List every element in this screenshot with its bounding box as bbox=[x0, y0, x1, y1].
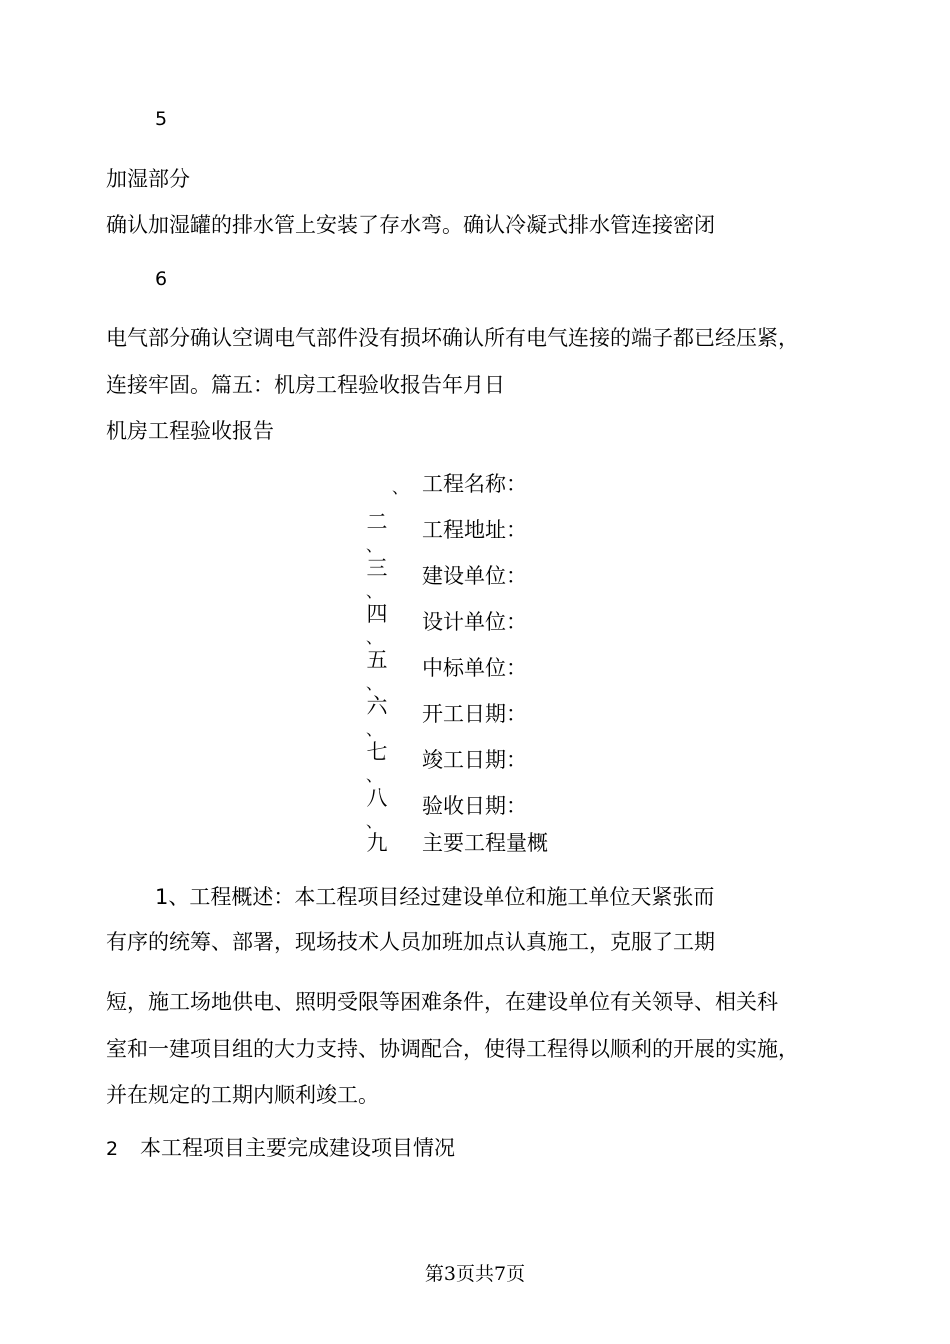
field-label: 竣工日期： bbox=[422, 748, 527, 772]
page-footer: 第3页共7页 bbox=[424, 1263, 526, 1285]
section-5-title: 加湿部分 bbox=[106, 167, 190, 191]
section-6-line-1: 电气部分确认空调电气部件没有损坏确认所有电气连接的端子都已经压紧， bbox=[106, 326, 799, 350]
field-number: 八 bbox=[366, 786, 388, 810]
item-2-text: 本工程项目主要完成建设项目情况 bbox=[140, 1136, 455, 1160]
field-label: 主要工程量概 bbox=[422, 831, 548, 855]
list-mark: 、 bbox=[366, 582, 383, 601]
field-label: 设计单位： bbox=[422, 610, 527, 634]
field-number: 二 bbox=[366, 510, 388, 534]
field-label: 建设单位： bbox=[422, 564, 527, 588]
section-5-text: 确认加湿罐的排水管上安装了存水弯。确认冷凝式排水管连接密闭 bbox=[106, 213, 715, 237]
field-label: 开工日期： bbox=[422, 702, 527, 726]
overview-line-1: 1、工程概述：本工程项目经过建设单位和施工单位天紧张而 bbox=[155, 885, 715, 909]
overview-line-3: 短，施工场地供电、照明受限等困难条件，在建设单位有关领导、相关科 bbox=[106, 990, 778, 1014]
field-label: 工程名称： bbox=[422, 472, 527, 496]
section-5-number: 5 bbox=[155, 108, 168, 130]
item-2-number: 2 bbox=[106, 1138, 119, 1160]
field-number: 五 bbox=[366, 648, 388, 672]
overview-line-5: 并在规定的工期内顺利竣工。 bbox=[106, 1083, 379, 1107]
list-mark: 、 bbox=[392, 478, 409, 497]
list-mark: 、 bbox=[366, 812, 383, 831]
field-number: 六 bbox=[366, 694, 388, 718]
section-6-line-2: 连接牢固。篇五：机房工程验收报告年月日 bbox=[106, 373, 505, 397]
field-label: 中标单位： bbox=[422, 656, 527, 680]
field-number: 三 bbox=[366, 556, 388, 580]
field-label: 工程地址： bbox=[422, 518, 527, 542]
field-number: 九 bbox=[366, 831, 388, 855]
field-label: 验收日期： bbox=[422, 794, 527, 818]
list-mark: 、 bbox=[366, 720, 383, 739]
list-mark: 、 bbox=[366, 536, 383, 555]
section-6-number: 6 bbox=[155, 268, 168, 290]
overview-line-2: 有序的统筹、部署，现场技术人员加班加点认真施工，克服了工期 bbox=[106, 930, 715, 954]
report-title: 机房工程验收报告 bbox=[106, 419, 274, 443]
list-mark: 、 bbox=[366, 628, 383, 647]
list-mark: 、 bbox=[366, 674, 383, 693]
list-mark: 、 bbox=[366, 766, 383, 785]
field-number: 七 bbox=[366, 740, 388, 764]
overview-line-4: 室和一建项目组的大力支持、协调配合，使得工程得以顺利的开展的实施， bbox=[106, 1037, 799, 1061]
field-number: 四 bbox=[366, 602, 388, 626]
